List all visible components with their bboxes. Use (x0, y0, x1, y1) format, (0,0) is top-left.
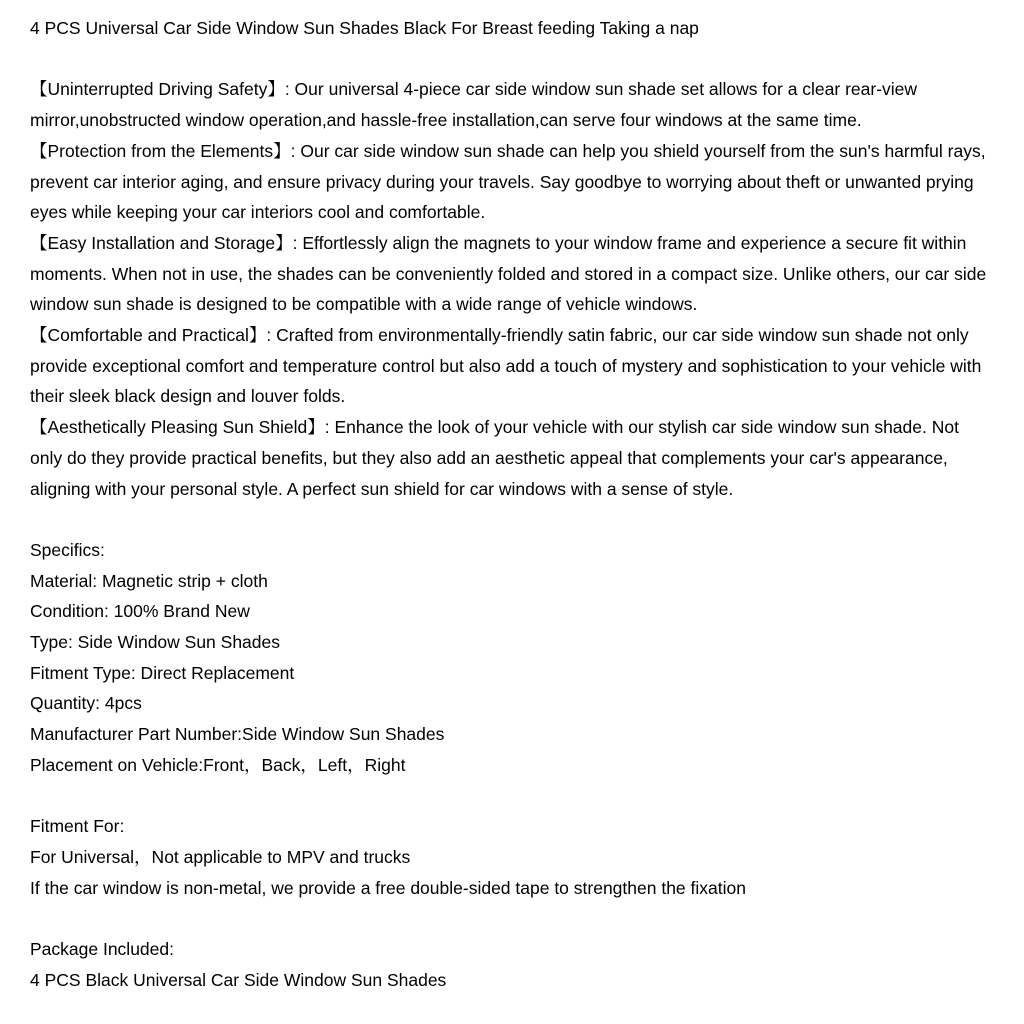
blank-line (30, 781, 990, 812)
spec-fitment-type: Fitment Type: Direct Replacement (30, 662, 295, 683)
fitment-heading: Fitment For: (30, 816, 125, 837)
package-heading: Package Included: (30, 939, 174, 960)
blank-line (30, 504, 990, 535)
product-title: 4 PCS Universal Car Side Window Sun Shades Black For Breast feeding Taking a nap (30, 18, 699, 38)
spec-type: Type: Side Window Sun Shades (30, 632, 281, 653)
spec-condition: Condition: 100% Brand New (30, 601, 250, 622)
blank-line (30, 44, 990, 75)
spec-material: Material: Magnetic strip + cloth (30, 570, 268, 591)
specifics-heading: Specifics: (30, 539, 105, 560)
fitment-tape-note: If the car window is non-metal, we provide a free double-sided tape to strengthen the fixation (30, 877, 746, 898)
blank-line (30, 903, 990, 934)
spec-manufacturer-part-number: Manufacturer Part Number:Side Window Sun Shades (30, 724, 445, 745)
feature-uninterrupted-driving-safety: 【Uninterrupted Driving Safety】: Our universal 4-piece car side window sun shade set allows for a clear rear-view mirror,unobstructed window operation,and hassle-free installation,can serve four windows at the same time. (30, 79, 918, 131)
feature-protection-from-elements: 【Protection from the Elements】: Our car side window sun shade can help you shield yourself from the sun's harmful rays, prevent car interior aging, and ensure privacy during your travels. Say goodbye to worrying about theft or unwanted prying eyes while keeping your car interiors cool and comfortable. (30, 140, 986, 223)
fitment-universal-note: For Universal，Not applicable to MPV and trucks (30, 846, 411, 867)
feature-comfortable-practical: 【Comfortable and Practical】: Crafted from environmentally-friendly satin fabric, our car side window sun shade not only provide exceptional comfort and temperature control but also add a touch of mystery and sophistication to your vehicle with their sleek black design and louver folds. (30, 325, 982, 407)
feature-aesthetic-sun-shield: 【Aesthetically Pleasing Sun Shield】: Enhance the look of your vehicle with our stylish car side window sun shade. Not only do they provide practical benefits, but they also add an aesthetic appeal that complements your car's appearance, aligning with your personal style. A perfect sun shield for car windows with a sense of style. (30, 417, 959, 499)
spec-quantity: Quantity: 4pcs (30, 693, 142, 714)
spec-placement-on-vehicle: Placement on Vehicle:Front，Back，Left，Right (30, 754, 406, 775)
feature-easy-installation-storage: 【Easy Installation and Storage】: Effortlessly align the magnets to your window frame and experience a secure fit within moments. When not in use, the shades can be conveniently folded and stored in a compact size. Unlike others, our car side window sun shade is designed to be compatible with a wide range of vehicle windows. (30, 232, 987, 315)
package-item: 4 PCS Black Universal Car Side Window Sun Shades (30, 969, 447, 990)
